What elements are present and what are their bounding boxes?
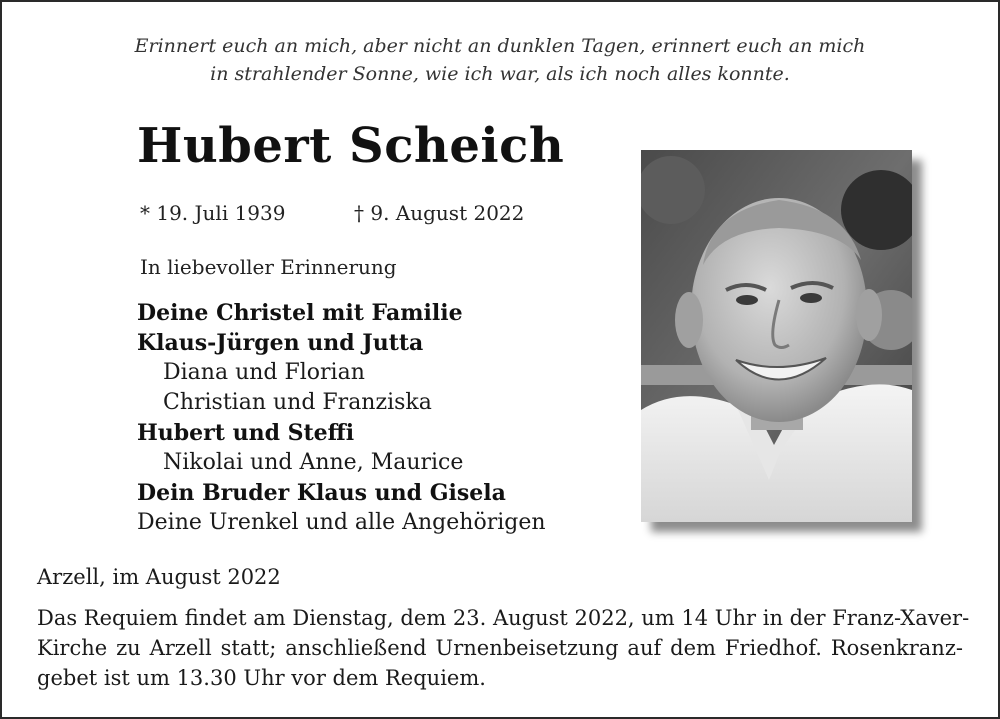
- requiem-line-2: Kirche zu Arzell statt; anschließend Urnenbeisetzung auf dem Friedhof. Rosenkranz-: [37, 636, 963, 660]
- remembrance-intro: In liebevoller Erinnerung: [140, 255, 397, 279]
- birth-date: * 19. Juli 1939: [140, 201, 286, 225]
- requiem-line-1: Das Requiem findet am Dienstag, dem 23. August 2022, um 14 Uhr in der Franz-Xaver-: [37, 606, 970, 630]
- deceased-name: Hubert Scheich: [137, 118, 565, 174]
- mourner-line: Nikolai und Anne, Maurice: [163, 450, 464, 475]
- mourner-line: Christian und Franziska: [163, 390, 432, 415]
- mourner-line: Hubert und Steffi: [137, 420, 355, 446]
- motto-line-1: Erinnert euch an mich, aber nicht an dunklen Tagen, erinnert euch an mich: [134, 35, 866, 57]
- mourner-line: Diana und Florian: [163, 360, 365, 385]
- portrait-photo: [641, 150, 912, 522]
- mourners-list: [137, 298, 546, 538]
- mourner-line: Klaus-Jürgen und Jutta: [137, 330, 424, 356]
- mourner-line: Deine Christel mit Familie: [137, 300, 463, 326]
- requiem-line-3: gebet ist um 13.30 Uhr vor dem Requiem.: [37, 666, 486, 690]
- motto-line-2: in strahlender Sonne, wie ich war, als ich noch alles konnte.: [210, 63, 790, 85]
- death-date: † 9. August 2022: [354, 201, 525, 225]
- mourner-line: Dein Bruder Klaus und Gisela: [137, 480, 506, 506]
- motto-quote: [0, 32, 1000, 88]
- requiem-notice: [37, 603, 970, 693]
- place-and-date: Arzell, im August 2022: [37, 565, 281, 589]
- mourner-line: Deine Urenkel und alle Angehörigen: [137, 510, 546, 535]
